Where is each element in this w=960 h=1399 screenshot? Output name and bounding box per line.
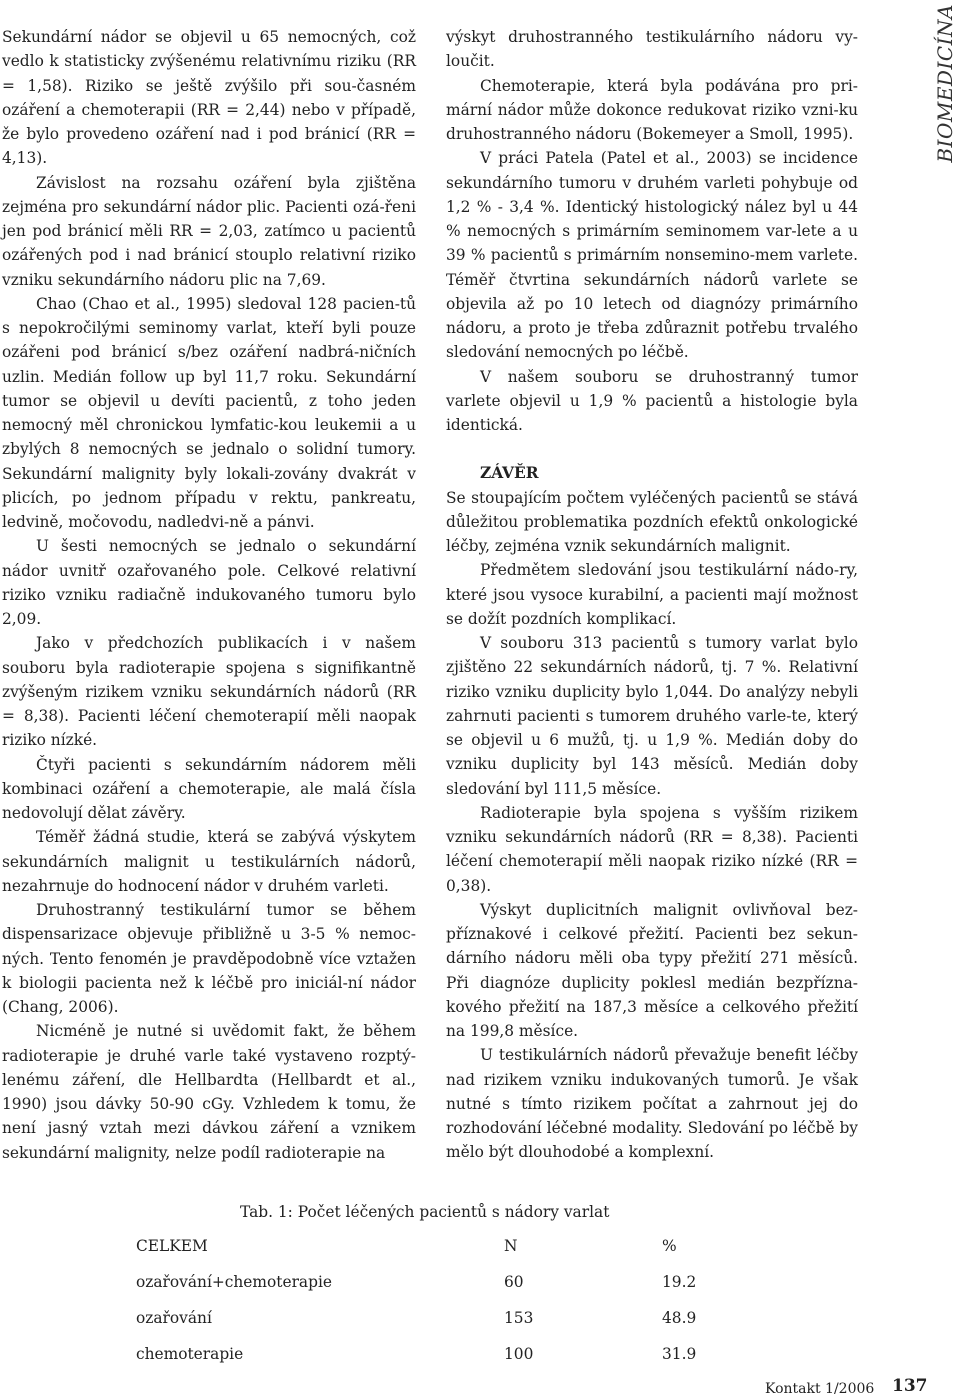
right-text-column: [446, 25, 858, 1165]
paragraph: Radioterapie byla spojena s vyšším rizikem vzniku sekundárních nádorů (RR = 8,38). Pacienti léčení chemoterapií měli naopak riziko nízké (RR = 0,38).: [446, 803, 858, 895]
paragraph: Jako v předchozích publikacích i v našem souboru byla radioterapie spojena s signifikantně zvýšeným rizikem vzniku sekundárních nádorů (RR = 8,38). Pacienti léčení chemoterapií měli naopak riziko nízké.: [2, 634, 416, 750]
paragraph: U šesti nemocných se jednalo o sekundární nádor uvnitř ozařovaného pole. Celkové relativní riziko vzniku radiačně indukovaného tumoru bylo 2,09.: [2, 537, 416, 628]
paragraph: Se stoupajícím počtem vyléčených pacientů se stává důležitou problematika pozdních efektů onkologické léčby, zejména vznik sekundárních malignit.: [446, 488, 858, 555]
table-row: [136, 1300, 742, 1336]
paragraph: Druhostranný testikulární tumor se během dispensarizace objevuje přibližně u 3-5 % nemoc-ných. Tento fenomén je pravděpodobně více vztažen k biologii pacienta než k léčbě pro iniciál-ní nádor (Chang, 2006).: [2, 901, 416, 1016]
patients-table: [136, 1228, 742, 1372]
table-header-cell: N: [504, 1237, 518, 1255]
table-cell: chemoterapie: [136, 1345, 244, 1363]
table-cell: 31.9: [662, 1345, 697, 1363]
page-number: 137: [892, 1376, 928, 1396]
table-cell: 48.9: [662, 1309, 697, 1327]
section-side-label: BIOMEDICÍNA: [933, 4, 957, 163]
paragraph: U testikulárních nádorů převažuje benefit léčby nad rizikem vzniku indukovaných tumorů. Je však nutné s tímto rizikem počítat a zahrnout jej do rozhodování léčebné modality. Sledování po léčbě by mělo být dlouhodobé a komplexní.: [446, 1046, 858, 1162]
paragraph: V našem souboru se druhostranný tumor varlete objevil u 1,9 % pacientů a histologie byla identická.: [446, 367, 858, 434]
table-cell: 60: [504, 1273, 524, 1291]
paragraph: V souboru 313 pacientů s tumory varlat bylo zjištěno 22 sekundárních nádorů, tj. 7 %. Relativní riziko vzniku duplicity bylo 1,044. Do analýzy nebyli zahrnuti pacienti s tumorem druhého varle-te, který se objevil u 6 mužů, tj. u 1,9 %. Medián doby do vzniku duplicity byl 143 měsíců. Medián doby sledování byl 111,5 měsíce.: [446, 634, 858, 798]
table-header-cell: CELKEM: [136, 1237, 208, 1255]
paragraph: Výskyt duplicitních malignit ovlivňoval bez-příznakové i celkové přežití. Pacienti bez sekun-dárního nádoru měli oba typy přežití 271 měsíců. Při diagnóze duplicity poklesl medián bezpřízna-kového přežití na 187,3 měsíce a celkového přežití na 199,8 měsíce.: [446, 900, 858, 1040]
table-cell: ozařování: [136, 1309, 212, 1327]
table-caption: Tab. 1: Počet léčených pacientů s nádory varlat: [240, 1203, 610, 1221]
table-cell: 153: [504, 1309, 534, 1327]
table-header-row: [136, 1228, 742, 1264]
paragraph: Nicméně je nutné si uvědomit fakt, že během radioterapie je druhé varle také vystaveno rozptý-lenému záření, dle Hellbardta (Hellbardt et al., 1990) jsou dávky 50-90 cGy. Vzhledem k tomu, že není jasný vztah mezi dávkou záření a vznikem sekundární malignity, nelze podíl radioterapie na: [2, 1022, 416, 1162]
paragraph: Chao (Chao et al., 1995) sledoval 128 pacien-tů s nepokročilými seminomy varlat, kteří byli pouze ozářeni pod bránicí s/bez ozáření nadbrá-ničních uzlin. Medián follow up byl 11,7 roku. Sekundární tumor se objevil u devíti pacientů, z toho jeden nemocný měl chronickou lymfatic-kou leukemii a u zbylých 8 nemocných se jednalo o solidní tumory. Sekundární malignity byly lokali-zovány dvakrát v plicích, po jednom případu v rektu, pankreatu, ledvině, močovodu, nadledvi-ně a pánvi.: [2, 294, 416, 531]
paragraph: výskyt druhostranného testikulárního nádoru vy-loučit.: [446, 28, 858, 71]
paragraph: Chemoterapie, která byla podávána pro pri-mární nádor může dokonce redukovat riziko vzni-ku druhostranného nádoru (Bokemeyer a Smoll, 1995).: [446, 76, 858, 143]
table-row: [136, 1264, 742, 1300]
table-cell: ozařování+chemoterapie: [136, 1273, 332, 1291]
table-row: [136, 1336, 742, 1372]
left-text-column: [2, 25, 416, 1165]
paragraph: Závislost na rozsahu ozáření byla zjištěna zejména pro sekundární nádor plic. Pacienti ozá-řeni jen pod bránicí měli RR = 2,03, zatímco u pacientů ozářených pod i nad bránicí stouplo relativní riziko vzniku sekundárního nádoru plic na 7,69.: [2, 173, 416, 289]
footer-journal: Kontakt 1/2006: [765, 1381, 875, 1397]
table-cell: 19.2: [662, 1273, 697, 1291]
paragraph: V práci Patela (Patel et al., 2003) se incidence sekundárního tumoru v druhém varleti pohybuje od 1,2 % - 3,4 %. Identický histologický nález byl u 44 % nemocných s primárním seminomem var-lete a u 39 % pacientů s primárním nonsemino-mem varlete. Téměř čtvrtina sekundárních nádorů varlete se objevila až po 10 letech od diagnózy primárního nádoru, a proto je třeba zdůraznit potřebu trvalého sledování nemocných po léčbě.: [446, 149, 858, 362]
table-header-cell: %: [662, 1237, 677, 1255]
paragraph: Čtyři pacienti s sekundárním nádorem měli kombinaci ozáření a chemoterapie, ale malá čísla nedovolují dělat závěry.: [2, 755, 416, 822]
table-cell: 100: [504, 1345, 534, 1363]
conclusion-heading: ZÁVĚR: [480, 464, 539, 483]
paragraph: Téměř žádná studie, která se zabývá výskytem sekundárních malignit u testikulárních nádorů, nezahrnuje do hodnocení nádor v druhém varleti.: [2, 828, 416, 895]
paragraph: Předmětem sledování jsou testikulární nádo-ry, které jsou vysoce kurabilní, a pacienti mají možnost se dožít pozdních komplikací.: [446, 561, 858, 628]
paragraph: Sekundární nádor se objevil u 65 nemocných, což vedlo k statisticky zvýšenému relativnímu riziku (RR = 1,58). Riziko se ještě zvýšilo při sou-časném ozáření a chemoterapii (RR = 2,44) nebo v případě, že bylo provedeno ozáření nad i pod bránicí (RR = 4,13).: [2, 28, 416, 168]
